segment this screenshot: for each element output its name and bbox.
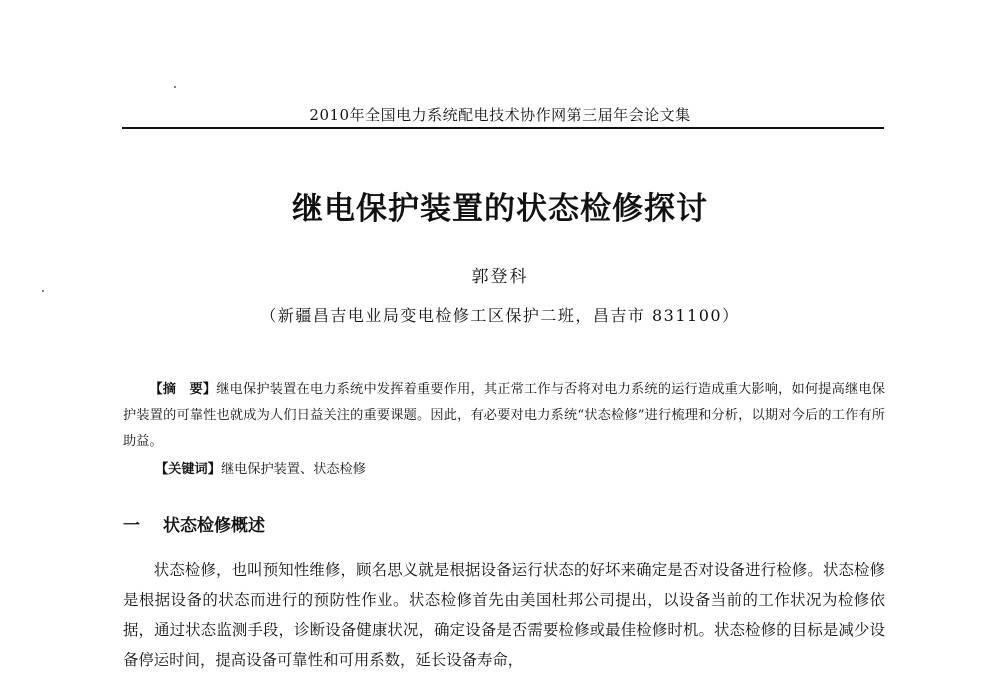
section-number: 一 [123,516,140,536]
running-header: 2010年全国电力系统配电技术协作网第三届年会论文集 [309,106,691,124]
keywords-text: 继电保护装置、状态检修 [220,462,366,477]
section-heading [123,511,265,536]
keywords-label: 【关键词】 [155,462,221,477]
paper-title: 继电保护装置的状态检修探讨 [292,191,708,227]
keywords [155,458,366,477]
scan-speck [42,290,44,292]
section-paragraph: 状态检修，也叫预知性维修，顾名思义就是根据设备运行状态的好坏来确定是否对设备进行检修。状态检修是根据设备的状态而进行的预防性作业。状态检修首先由美国杜邦公司提出，以设备当前的工作状况为检修依据，通过状态监测手段，诊断设备健康状况，确定设备是否需要检修或最佳检修时机。状态检修的目标是减少设备停运时间，提高设备可靠性和可用系数，延长设备寿命， [123,561,885,669]
header-rule [122,127,884,129]
abstract-text: 继电保护装置在电力系统中发挥着重要作用，其正常工作与否将对电力系统的运行造成重大影响，如何提高继电保护装置的可靠性也就成为人们日益关注的重要课题。因此，有必要对电力系统“状态检修”进行梳理和分析，以期对今后的工作有所助益。 [123,382,885,449]
scan-speck [174,86,176,88]
author-name: 郭登科 [471,267,529,287]
author-affiliation: （新疆昌吉电业局变电检修工区保护二班，昌吉市 831100） [260,306,740,325]
abstract-label: 【摘 要】 [149,382,217,397]
section-title: 状态检修概述 [163,516,265,536]
abstract [123,377,885,455]
